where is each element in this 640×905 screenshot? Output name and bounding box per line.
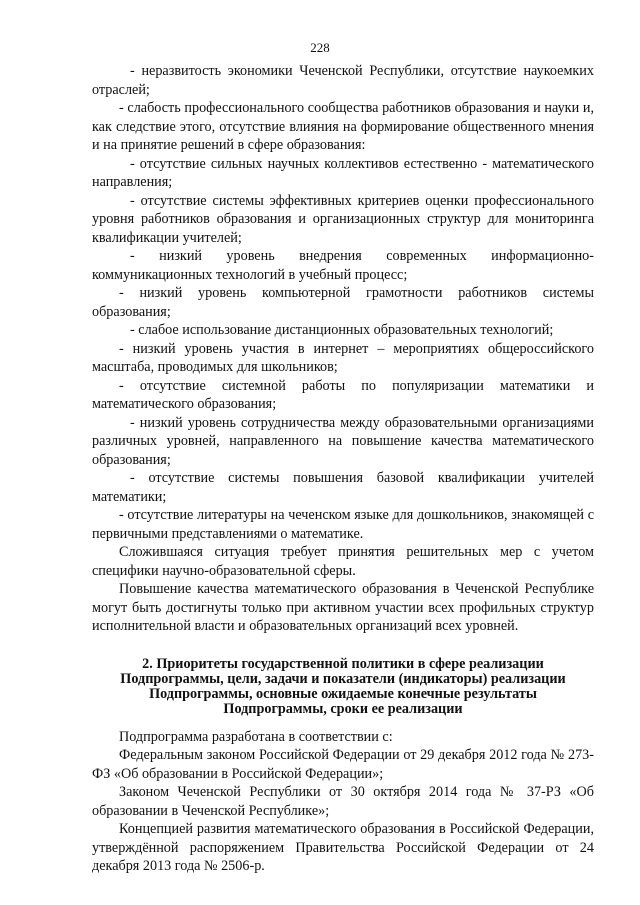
body-paragraph: Законом Чеченской Республики от 30 октября 2014 года № 37-РЗ «Об образовании в Чеченской Республике»;	[92, 784, 594, 819]
section-heading	[92, 657, 594, 717]
list-item: - слабое использование дистанционных образовательных технологий;	[130, 322, 554, 338]
list-item: - отсутствие системы эффективных критериев оценки профессионального уровня работников образования и организационных структур для мониторинга квалификации учителей;	[92, 192, 594, 246]
body-paragraph: Концепцией развития математического образования в Российской Федерации, утверждённой распоряжением Правительства Российской Федерации от 24 декабря 2013 года № 2506-р.	[92, 821, 594, 874]
list-item: - отсутствие системы повышения базовой квалификации учителей математики;	[92, 470, 594, 505]
body-paragraph: Федеральным законом Российской Федерации от 29 декабря 2012 года № 273-ФЗ «Об образовании в Российской Федерации»;	[92, 747, 594, 782]
page-number: 228	[310, 40, 330, 55]
list-item: - слабость профессионального сообщества работников образования и науки и, как следствие этого, отсутствие влияния на формирование общественного мнения и на принятие решений в сфере образования:	[92, 100, 594, 153]
list-item: - низкий уровень сотрудничества между образовательными организациями различных уровней, направленного на повышение качества математического образования;	[92, 414, 594, 468]
list-item: - отсутствие системной работы по популяризации математики и математического образования;	[92, 377, 594, 412]
body-paragraph: Сложившаяся ситуация требует принятия решительных мер с учетом специфики научно-образовательной сферы.	[92, 544, 594, 579]
document-body	[92, 62, 594, 876]
list-item: - отсутствие литературы на чеченском языке для дошкольников, знакомящей с первичными представлениями о математике.	[92, 507, 594, 542]
list-item: - низкий уровень компьютерной грамотности работников системы образования;	[92, 285, 594, 320]
body-paragraph: Подпрограмма разработана в соответствии с:	[119, 728, 393, 745]
list-item: - низкий уровень внедрения современных информационно-коммуникационных технологий в учебный процесс;	[92, 248, 594, 283]
section-heading-line: Подпрограммы, сроки ее реализации	[223, 700, 463, 717]
body-paragraph: Повышение качества математического образования в Чеченской Республике могут быть достигнуты только при активном участии всех профильных структур исполнительной власти и образовательных организаций всех уровней.	[92, 581, 594, 634]
list-item: - неразвитость экономики Чеченской Республики, отсутствие наукоемких отраслей;	[92, 63, 594, 98]
section-heading-line: Подпрограммы, цели, задачи и показатели (индикаторы) реализации	[120, 670, 566, 687]
list-item: - низкий уровень участия в интернет – мероприятиях общероссийского масштаба, проводимых для школьников;	[92, 340, 594, 375]
section-heading-line: Подпрограммы, основные ожидаемые конечные результаты	[149, 685, 537, 702]
list-item: - отсутствие сильных научных коллективов естественно - математического направления;	[92, 155, 594, 190]
section-heading-line: 2. Приоритеты государственной политики в сфере реализации	[142, 655, 544, 672]
